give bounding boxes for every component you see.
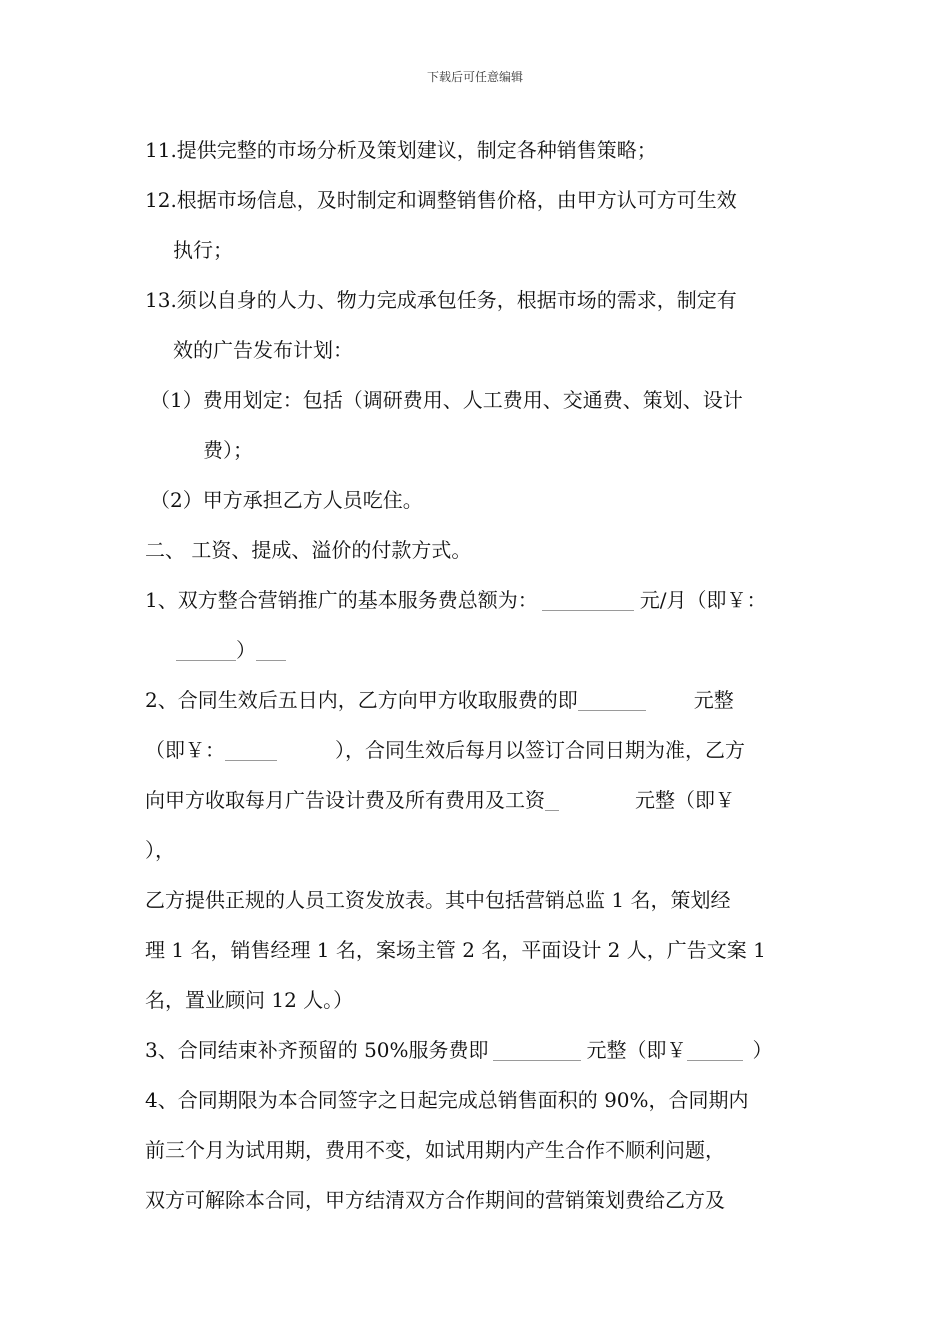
clause-12-continued: 执行； (173, 238, 233, 262)
clause-13: 13.须以自身的人力、物力完成承包任务，根据市场的需求，制定有 (145, 288, 737, 312)
staffing-note-line-2: 理 1 名，销售经理 1 名，案场主管 2 名，平面设计 2 人，广告文案 1 (145, 938, 766, 962)
sub-item-1: （1）费用划定：包括（调研费用、人工费用、交通费、策划、设计 (150, 388, 743, 412)
fill-blank (493, 1040, 581, 1061)
payment-item-2-line-2: （即￥： ），合同生效后每月以签订合同日期为准，乙方 (145, 738, 745, 762)
section-2-heading: 二、 工资、提成、溢价的付款方式。 (145, 538, 472, 562)
staffing-note: 乙方提供正规的人员工资发放表。其中包括营销总监 1 名，策划经 (145, 888, 731, 912)
clause-13-continued: 效的广告发布计划： (173, 338, 353, 362)
payment-item-1-continued: ） (176, 637, 286, 663)
page-header: 下载后可任意编辑 (426, 70, 523, 84)
fill-blank (176, 640, 236, 661)
fill-blank (578, 690, 646, 711)
fill-blank (542, 590, 634, 611)
payment-item-2-line-4: ）， (145, 838, 175, 862)
payment-item-2: 2、合同生效后五日内，乙方向甲方收取服费的即 元整 (145, 688, 734, 712)
payment-item-4-line-2: 前三个月为试用期，费用不变，如试用期内产生合作不顺利问题， (145, 1138, 725, 1162)
payment-item-4-line-3: 双方可解除本合同，甲方结清双方合作期间的营销策划费给乙方及 (145, 1188, 725, 1212)
staffing-note-line-3: 名，置业顾问 12 人。） (145, 988, 354, 1012)
sub-item-2: （2）甲方承担乙方人员吃住。 (150, 488, 423, 512)
sub-item-1-continued: 费）； (203, 438, 253, 462)
clause-12: 12.根据市场信息，及时制定和调整销售价格，由甲方认可方可生效 (145, 188, 737, 212)
fill-blank (256, 640, 286, 661)
payment-item-4: 4、合同期限为本合同签字之日起完成总销售面积的 90%，合同期内 (145, 1088, 749, 1112)
payment-item-1: 1、双方整合营销推广的基本服务费总额为： 元/月（即￥： (145, 588, 767, 612)
clause-11: 11.提供完整的市场分析及策划建议，制定各种销售策略； (145, 138, 657, 162)
fill-blank (225, 740, 277, 761)
payment-item-3: 3、合同结束补齐预留的 50%服务费即 元整（即￥ ） (145, 1038, 773, 1062)
fill-blank (687, 1040, 743, 1061)
payment-item-2-line-3: 向甲方收取每月广告设计费及所有费用及工资 元整（即￥ (145, 788, 735, 812)
fill-blank (545, 790, 559, 811)
